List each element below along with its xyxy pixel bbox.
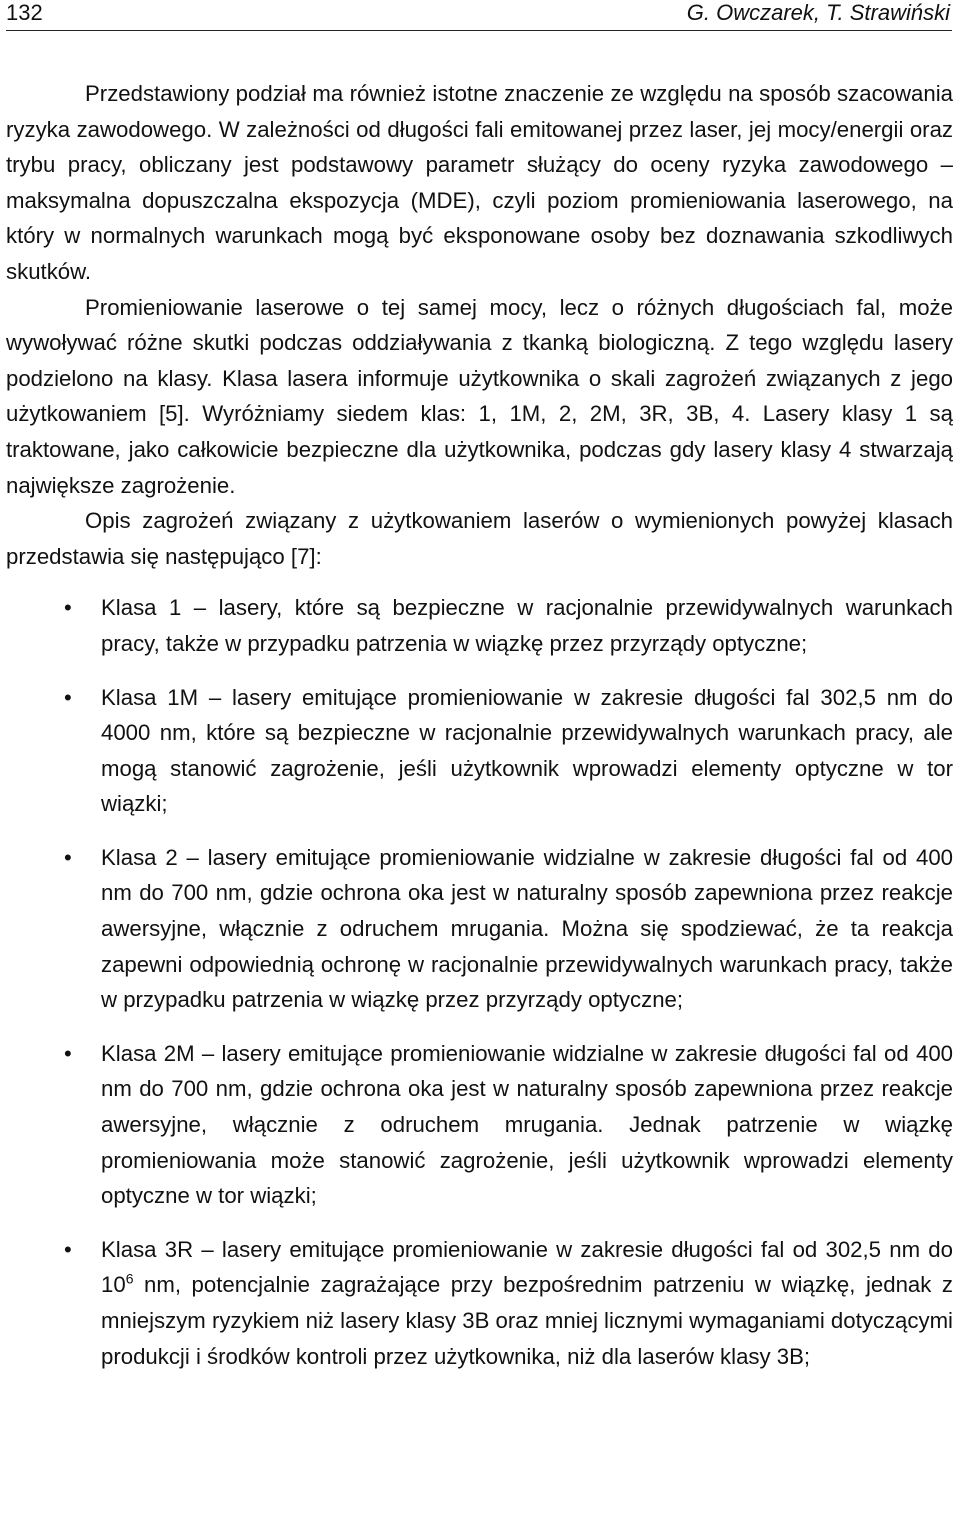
list-item-text-part: nm, potencjalnie zagrażające przy bezpośrednim patrzeniu w wiązkę, jednak z mniejszym ryzykiem niż lasery klasy 3B oraz mniej licznymi wymaganiami dotyczącymi produkcji i środków kontroli przez użytkownika, niż dla laserów klasy 3B; [101,1272,953,1369]
bullet-icon: • [64,1040,72,1066]
paragraph-hazard-intro: Opis zagrożeń związany z użytkowaniem laserów o wymienionych powyżej klasach przedstawia się następująco [7]: [6,508,953,569]
list-item-text: Klasa 1 – lasery, które są bezpieczne w racjonalnie przewidywalnych warunkach pracy, także w przypadku patrzenia w wiązkę przez przyrządy optyczne; [101,595,953,656]
list-item-class-3r [6,1232,953,1374]
list-item-class-2 [6,840,953,1018]
running-header-authors: G. Owczarek, T. Strawiński [686,0,950,25]
list-item-class-1 [6,590,953,661]
list-item-text: Klasa 2M – lasery emitujące promieniowanie widzialne w zakresie długości fal od 400 nm do 700 nm, gdzie ochrona oka jest w naturalny sposób zapewniona przez reakcje awersyjne, włącznie z odruchem mrugania. Jednak patrzenie w wiązkę promieniowania może stanowić zagrożenie, jeśli użytkownik wprowadzi elementy optyczne w tor wiązki; [101,1040,953,1209]
list-item-text: Klasa 2 – lasery emitujące promieniowanie widzialne w zakresie długości fal od 400 nm do 700 nm, gdzie ochrona oka jest w naturalny sposób zapewniona przez reakcje awersyjne, włącznie z odruchem mrugania. Można się spodziewać, że ta reakcja zapewni odpowiednią ochronę w racjonalnie przewidywalnych warunkach pracy, także w przypadku patrzenia w wiązkę przez przyrządy optyczne; [101,844,953,1013]
list-item-class-2m [6,1036,953,1214]
list-item-class-1m [6,680,953,822]
list-item-text-part: Klasa 3R – lasery emitujące promieniowanie w zakresie długości fal od 302,5 nm do 10 [101,1236,953,1298]
body-text [6,76,953,1392]
laser-class-list [6,590,953,1374]
list-item-text: Klasa 1M – lasery emitujące promieniowanie w zakresie długości fal 302,5 nm do 4000 nm, które są bezpieczne w racjonalnie przewidywalnych warunkach pracy, ale mogą stanowić zagrożenie, jeśli użytkownik wprowadzi elementy optyczne w tor wiązki; [101,684,953,817]
list-item-text [101,1237,953,1369]
page-number: 132 [6,0,43,25]
paragraph-laser-classes: Promieniowanie laserowe o tej samej mocy, lecz o różnych długościach fal, może wywoływać różne skutki podczas oddziaływania z tkanką biologiczną. Z tego względu lasery podzielono na klasy. Klasa lasera informuje użytkownika o skali zagrożeń związanych z jego użytkowaniem [5]. Wyróżniamy siedem klas: 1, 1M, 2, 2M, 3R, 3B, 4. Lasery klasy 1 są traktowane, jako całkowicie bezpieczne dla użytkownika, podczas gdy lasery klasy 4 stwarzają największe zagrożenie. [6,294,953,498]
paragraph-risk-assessment: Przedstawiony podział ma również istotne znaczenie ze względu na sposób szacowania ryzyka zawodowego. W zależności od długości fali emitowanej przez laser, jej mocy/energii oraz trybu pracy, obliczany jest podstawowy parametr służący do oceny ryzyka zawodowego – maksymalna dopuszczalna ekspozycja (MDE), czyli poziom promieniowania laserowego, na który w normalnych warunkach mogą być eksponowane osoby bez doznawania szkodliwych skutków. [6,81,953,284]
exponent-superscript: 6 [125,1271,134,1288]
running-header [6,0,952,31]
bullet-icon: • [64,844,72,870]
bullet-icon: • [64,595,72,621]
bullet-icon: • [64,1236,72,1262]
bullet-icon: • [64,684,72,710]
